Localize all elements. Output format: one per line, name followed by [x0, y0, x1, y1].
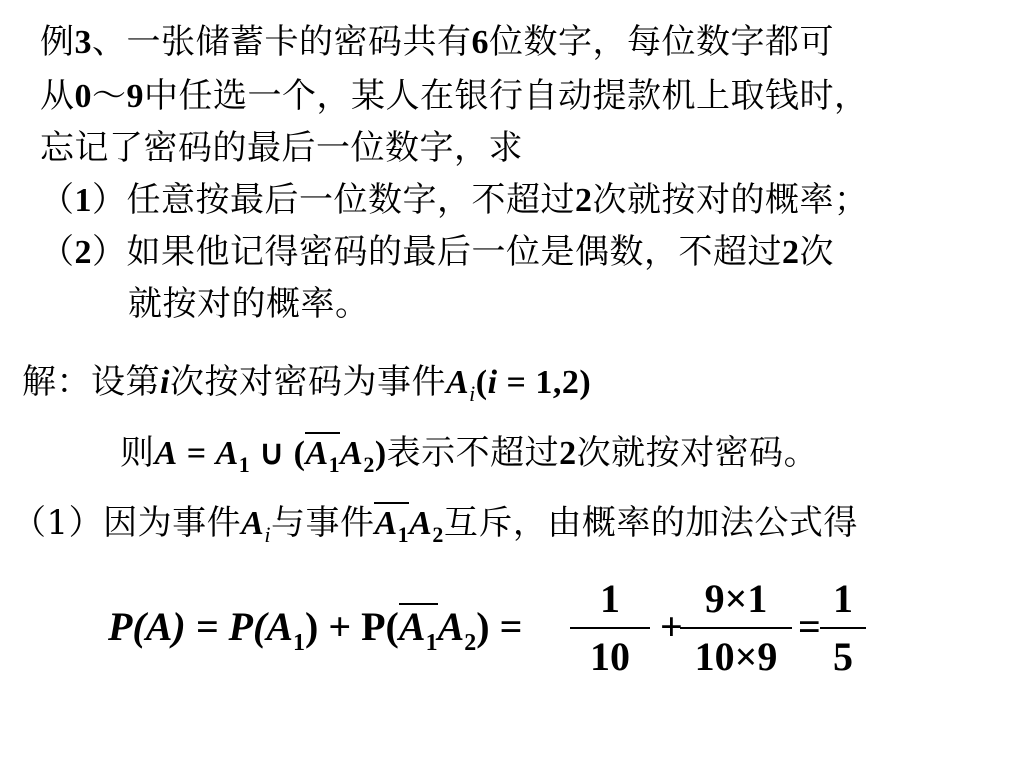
- text: 如果他记得密码的最后一位是偶数，不超过: [126, 232, 782, 272]
- math-subscript: 1: [293, 630, 305, 656]
- number: 2: [782, 234, 800, 271]
- question-1: [40, 180, 869, 221]
- question-number: 1: [74, 182, 92, 219]
- complement-overline: [374, 502, 410, 547]
- solution-line-2: [120, 432, 818, 477]
- numerator: 1: [833, 576, 853, 621]
- fraction-bar: [680, 627, 792, 629]
- math-var: A: [154, 435, 178, 472]
- number: 9: [126, 78, 144, 115]
- math-subscript: i: [469, 381, 476, 406]
- text: 互斥，由概率的加法公式得: [443, 503, 858, 543]
- math-operator: ∪ (: [250, 435, 306, 472]
- math-expression: P(A) = P(: [108, 604, 267, 649]
- math-var: A: [445, 364, 470, 401]
- complement-overline: [398, 603, 438, 656]
- math-expression: ) =: [476, 604, 523, 649]
- question-number: 2: [74, 234, 92, 271]
- text: 忘记了密码的最后一位数字，求: [40, 128, 523, 168]
- fraction-bar: [820, 627, 866, 629]
- text: 表示不超过: [386, 433, 560, 473]
- math-var: A: [266, 604, 293, 649]
- number: 3: [74, 24, 92, 61]
- math-subscript: 1: [397, 522, 410, 547]
- math-var: A: [374, 505, 398, 542]
- math-var: i: [160, 364, 170, 401]
- math-var: A: [398, 604, 426, 649]
- probability-formula: [108, 574, 968, 684]
- math-var: i: [487, 364, 498, 401]
- complement-overline: [305, 432, 341, 477]
- text: 从: [40, 76, 75, 116]
- math-var: A: [305, 435, 329, 472]
- math-operator: =: [177, 435, 216, 472]
- text: 次就按对的概率；: [592, 180, 869, 220]
- math-operator: =: [798, 604, 821, 649]
- number: 2: [575, 182, 593, 219]
- solution-line-1: [22, 362, 591, 406]
- text: ～: [92, 76, 127, 116]
- text: 则: [120, 433, 155, 473]
- math-operator: +: [660, 604, 683, 649]
- numerator: 9×1: [704, 576, 768, 621]
- numerator: 1: [600, 576, 620, 621]
- text: 任意按最后一位数字，不超过: [126, 180, 575, 220]
- question-2: [40, 232, 834, 273]
- math-var: A: [409, 505, 433, 542]
- paren: （: [40, 232, 75, 272]
- math-subscript: 2: [464, 630, 477, 656]
- math-subscript: 2: [363, 452, 375, 477]
- math-subscript: 2: [432, 522, 444, 547]
- math-paren: ): [374, 435, 387, 472]
- formula-lhs: [108, 602, 522, 658]
- text: 例: [40, 22, 75, 62]
- math-subscript: 1: [425, 630, 438, 656]
- denominator: 10×9: [694, 634, 778, 679]
- problem-line-3: [40, 128, 523, 168]
- math-var: A: [340, 435, 364, 472]
- fraction-bar: [570, 627, 650, 629]
- text: 位数字，每位数字都可: [489, 22, 834, 62]
- text: 解：设第: [22, 362, 160, 402]
- math-var: A: [241, 505, 265, 542]
- text: 次按对密码为事件: [169, 362, 446, 402]
- text: （1）因为事件: [12, 503, 242, 543]
- math-subscript: 1: [328, 452, 341, 477]
- fraction-1: [570, 574, 650, 682]
- text: 中任选一个，某人在银行自动提款机上取钱时，: [144, 76, 869, 116]
- number: 0: [74, 78, 92, 115]
- paren: ）: [92, 232, 127, 272]
- denominator: 5: [833, 634, 853, 679]
- solution-line-3: [12, 502, 858, 547]
- equals-sign: [798, 602, 821, 652]
- question-2-continued: [128, 284, 370, 324]
- text: 、一张储蓄卡的密码共有: [92, 22, 472, 62]
- paren: ）: [92, 180, 127, 220]
- number: 6: [471, 24, 489, 61]
- fraction-2: [680, 574, 792, 682]
- problem-line-1: [40, 22, 834, 63]
- math-subscript: i: [264, 522, 271, 547]
- math-var: A: [437, 604, 465, 649]
- math-subscript: 1: [238, 452, 251, 477]
- math-var: A: [215, 435, 239, 472]
- math-paren: (: [475, 364, 488, 401]
- text: 与事件: [270, 503, 375, 543]
- math-expression: ) + P(: [305, 604, 399, 649]
- number: 2: [559, 435, 577, 472]
- paren: （: [40, 180, 75, 220]
- text: 次: [799, 232, 834, 272]
- math-expression: = 1,2): [497, 364, 592, 401]
- text: 就按对的概率。: [128, 284, 370, 324]
- text: 次就按对密码。: [576, 433, 819, 473]
- problem-line-2: [40, 76, 869, 117]
- denominator: 10: [590, 634, 630, 679]
- fraction-3: [820, 574, 866, 682]
